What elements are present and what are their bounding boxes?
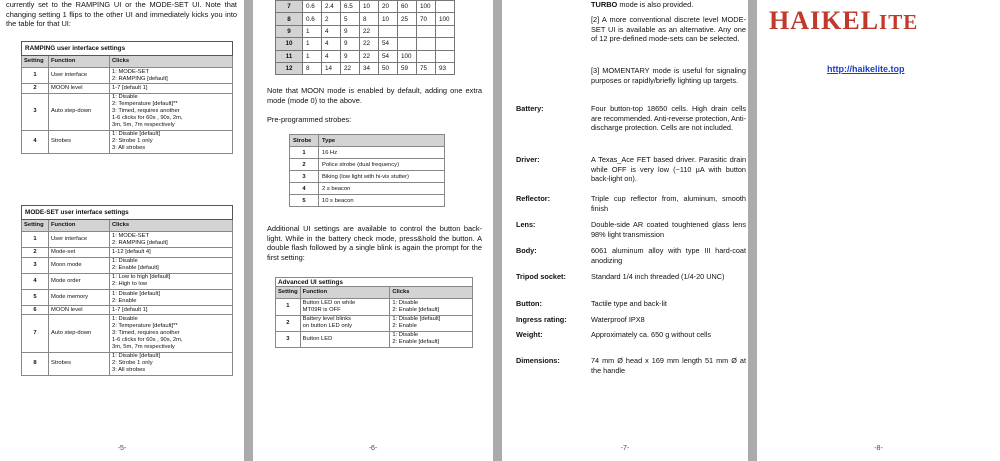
setting-clicks-line: 1: Low to high [default] bbox=[112, 274, 171, 281]
setting-clicks-line: 1: Disable [default] bbox=[392, 316, 441, 323]
setting-clicks bbox=[390, 331, 473, 347]
spec-label: Ingress rating: bbox=[516, 315, 567, 324]
setting-clicks bbox=[110, 93, 233, 130]
setting-number: 3 bbox=[22, 257, 49, 273]
advanced-settings-text: Additional UI settings are available to control the button back-light. While in the battery check mode, press&hold the button. A double flash followed by a single blink is again the prompt for the first setting: bbox=[267, 224, 482, 262]
ramping-settings-table bbox=[21, 41, 233, 154]
mode-level-cell: 22 bbox=[341, 62, 360, 74]
setting-clicks-line: 1: Disable [default] bbox=[112, 131, 161, 138]
modeset-settings-table bbox=[21, 205, 233, 376]
table-row bbox=[22, 68, 233, 84]
mode-level-cell: 1 bbox=[303, 25, 322, 37]
setting-clicks-line: 2: High to low bbox=[112, 281, 148, 288]
moon-note: Note that MOON mode is enabled by default, adding one extra mode (mode 0) to the above. bbox=[267, 86, 482, 105]
table-row bbox=[290, 195, 445, 207]
spec-label: Weight: bbox=[516, 330, 543, 339]
setting-clicks-line: 1: MODE-SET bbox=[112, 68, 150, 75]
col-header: Function bbox=[300, 287, 390, 299]
col-header: Setting bbox=[276, 287, 301, 299]
spec-value: Tactile type and back-lit bbox=[591, 299, 667, 308]
mode-level-cell bbox=[436, 1, 455, 13]
spec-label: Dimensions: bbox=[516, 356, 560, 365]
setting-clicks-line: 1: Disable bbox=[392, 332, 419, 339]
ui-paragraph-2: [2] A more conventional discrete level MODE-SET UI is available as an alternative. Any one of 12 pre-defined mode-sets can be selected. bbox=[591, 15, 746, 44]
setting-clicks-line: 1-6 clicks for 60s , 90s, 2m, bbox=[112, 115, 183, 122]
mode-set-number: 12 bbox=[276, 62, 303, 74]
setting-number: 1 bbox=[22, 232, 49, 248]
spec-value: A Texas_Ace FET based driver. Parasitic drain while OFF is very low (~110 µA with button back-light on). bbox=[591, 155, 746, 184]
mode-level-cell: 59 bbox=[398, 62, 417, 74]
setting-clicks bbox=[110, 273, 233, 289]
strobe-type: 10 s beacon bbox=[319, 195, 445, 207]
spec-value: Four button-top 18650 cells. High drain cells are recommended. Anti-reverse protection, Anti-discharge protection. Cells are not included. bbox=[591, 104, 746, 133]
setting-clicks bbox=[110, 232, 233, 248]
setting-clicks-line: 2: Enable [default] bbox=[392, 339, 440, 346]
spec-value: Waterproof IPX8 bbox=[591, 315, 645, 324]
setting-number: 4 bbox=[22, 273, 49, 289]
strobe-type: Police strobe (dual frequency) bbox=[319, 159, 445, 171]
setting-function-line: Battery level blinks bbox=[302, 316, 351, 323]
strobe-number: 3 bbox=[290, 171, 319, 183]
col-header: Type bbox=[319, 135, 445, 147]
page5-intro: currently set to the RAMPING UI or the MODE-SET UI. Note that changing setting 1 flips to the other UI and immediately kicks you into the table for that UI: bbox=[6, 0, 237, 29]
mode-set-number: 10 bbox=[276, 38, 303, 50]
setting-clicks-line: 2: Strobe 1 only bbox=[112, 138, 153, 145]
mode-level-cell: 75 bbox=[417, 62, 436, 74]
mode-level-cell: 0.6 bbox=[303, 13, 322, 25]
setting-function: Auto step-down bbox=[49, 315, 110, 352]
setting-clicks bbox=[110, 130, 233, 153]
setting-number: 1 bbox=[22, 68, 49, 84]
modeset-table-title: MODE-SET user interface settings bbox=[22, 206, 233, 220]
table-row bbox=[22, 306, 233, 315]
col-header: Clicks bbox=[110, 220, 233, 232]
setting-clicks-line: 2: Enable [default] bbox=[392, 306, 440, 313]
setting-number: 2 bbox=[22, 248, 49, 257]
mode-level-cell: 20 bbox=[379, 1, 398, 13]
ui-paragraph-3: [3] MOMENTARY mode is useful for signaling purposes or rapidly/briefly lighting up targets. bbox=[591, 66, 746, 85]
setting-clicks-line: 1: Disable bbox=[112, 258, 138, 265]
table-row bbox=[276, 38, 455, 50]
setting-number: 1 bbox=[276, 299, 301, 315]
setting-number: 4 bbox=[22, 130, 49, 153]
page-number: -6- bbox=[368, 445, 378, 452]
turbo-label: TURBO bbox=[591, 0, 618, 9]
setting-number: 6 bbox=[22, 306, 49, 315]
table-row bbox=[276, 331, 473, 347]
mode-level-cell: 100 bbox=[436, 13, 455, 25]
mode-level-cell bbox=[379, 25, 398, 37]
table-row bbox=[22, 352, 233, 375]
mode-level-cell bbox=[398, 25, 417, 37]
turbo-text: mode is also provided. bbox=[617, 0, 694, 9]
mode-level-cell: 4 bbox=[322, 38, 341, 50]
advanced-settings-table bbox=[275, 277, 473, 348]
setting-clicks-line: 3: Timed, requires another bbox=[112, 108, 180, 115]
mode-level-cell: 70 bbox=[417, 13, 436, 25]
mode-level-cell: 22 bbox=[360, 25, 379, 37]
setting-function-line: Button LED bbox=[302, 335, 333, 342]
mode-level-cell: 14 bbox=[322, 62, 341, 74]
mode-level-cell: 2.4 bbox=[322, 1, 341, 13]
mode-level-cell: 2 bbox=[322, 13, 341, 25]
setting-clicks-line: 2: RAMPING [default] bbox=[112, 239, 168, 246]
mode-level-cell: 9 bbox=[341, 38, 360, 50]
specifications-list bbox=[516, 0, 746, 461]
table-row bbox=[22, 315, 233, 352]
strobes-table bbox=[289, 134, 445, 207]
setting-clicks-line: 1-7 [default 1] bbox=[112, 306, 148, 313]
setting-clicks-line: 1: Disable bbox=[392, 299, 419, 306]
setting-function: MOON level bbox=[49, 306, 110, 315]
setting-function: Mode memory bbox=[49, 289, 110, 305]
table-row bbox=[276, 25, 455, 37]
setting-clicks-line: 1-12 [default 4] bbox=[112, 248, 151, 255]
mode-level-cell: 50 bbox=[379, 62, 398, 74]
mode-level-cell: 54 bbox=[379, 38, 398, 50]
spec-label: Reflector: bbox=[516, 194, 551, 203]
setting-clicks bbox=[110, 84, 233, 93]
mode-level-cell: 9 bbox=[341, 25, 360, 37]
mode-level-cell bbox=[436, 25, 455, 37]
setting-clicks-line: 1: Disable [default] bbox=[112, 290, 161, 297]
strobe-number: 5 bbox=[290, 195, 319, 207]
table-row bbox=[276, 13, 455, 25]
page-6 bbox=[253, 0, 493, 461]
col-header: Setting bbox=[22, 220, 49, 232]
mode-level-cell: 10 bbox=[379, 13, 398, 25]
mode-level-cell: 60 bbox=[398, 1, 417, 13]
setting-function: Auto step-down bbox=[49, 93, 110, 130]
col-header: Setting bbox=[22, 56, 49, 68]
mode-level-cell bbox=[436, 38, 455, 50]
setting-clicks-line: 1-7 [default 1] bbox=[112, 84, 148, 91]
setting-function-line: MT09R is OFF bbox=[302, 306, 341, 313]
setting-function: Moon mode bbox=[49, 257, 110, 273]
strobe-number: 4 bbox=[290, 183, 319, 195]
setting-clicks-line: 1: Disable [default] bbox=[112, 353, 161, 360]
setting-number: 7 bbox=[22, 315, 49, 352]
setting-clicks-line: 3m, 5m, 7m respectively bbox=[112, 343, 175, 350]
setting-number: 2 bbox=[276, 315, 301, 331]
mode-level-cell: 22 bbox=[360, 50, 379, 62]
mode-level-cell: 1 bbox=[303, 50, 322, 62]
page-5 bbox=[0, 0, 244, 461]
mode-set-number: 11 bbox=[276, 50, 303, 62]
mode-level-cell: 0.6 bbox=[303, 1, 322, 13]
setting-number: 2 bbox=[22, 84, 49, 93]
setting-function: Mode order bbox=[49, 273, 110, 289]
setting-clicks-line: 2: Temperature [default]** bbox=[112, 101, 178, 108]
setting-number: 8 bbox=[22, 352, 49, 375]
spec-label: Body: bbox=[516, 246, 537, 255]
mode-level-cell bbox=[436, 50, 455, 62]
setting-function-line: on button LED only bbox=[302, 323, 352, 330]
spec-label: Tripod socket: bbox=[516, 272, 566, 281]
table-row bbox=[22, 289, 233, 305]
mode-level-cell bbox=[417, 50, 436, 62]
website-link[interactable]: http://haikelite.top bbox=[827, 64, 905, 74]
table-row bbox=[276, 50, 455, 62]
mode-level-cell: 8 bbox=[360, 13, 379, 25]
spec-label: Button: bbox=[516, 299, 542, 308]
setting-clicks bbox=[110, 257, 233, 273]
setting-clicks bbox=[110, 68, 233, 84]
table-row bbox=[22, 257, 233, 273]
mode-set-number: 9 bbox=[276, 25, 303, 37]
mode-level-cell: 25 bbox=[398, 13, 417, 25]
setting-number: 3 bbox=[276, 331, 301, 347]
strobe-type: Biking (low light with hi-vis stutter) bbox=[319, 171, 445, 183]
setting-clicks bbox=[110, 352, 233, 375]
mode-level-table bbox=[275, 0, 455, 75]
setting-clicks-line: 3m, 5m, 7m respectively bbox=[112, 122, 175, 129]
setting-clicks-line: 2: Enable bbox=[112, 297, 137, 304]
spec-value: Standard 1/4 inch threaded (1/4-20 UNC) bbox=[591, 272, 725, 281]
spec-value: Triple cup reflector from, aluminum, smooth finish bbox=[591, 194, 746, 213]
setting-clicks-line: 1-6 clicks for 60s , 90s, 2m, bbox=[112, 336, 183, 343]
setting-clicks-line: 3: All strobes bbox=[112, 145, 146, 152]
setting-function bbox=[300, 331, 390, 347]
table-row bbox=[276, 1, 455, 13]
setting-function: User interface bbox=[49, 68, 110, 84]
strobe-number: 2 bbox=[290, 159, 319, 171]
table-row bbox=[290, 171, 445, 183]
spec-label: Driver: bbox=[516, 155, 540, 164]
setting-clicks-line: 1: Disable bbox=[112, 94, 138, 101]
setting-clicks-line: 3: Timed, requires another bbox=[112, 329, 180, 336]
setting-function: Strobes bbox=[49, 352, 110, 375]
setting-clicks bbox=[110, 306, 233, 315]
haikelite-logo: HAIKELITE bbox=[769, 6, 919, 35]
table-row bbox=[22, 232, 233, 248]
spec-value: Approximately ca. 650 g without cells bbox=[591, 330, 712, 339]
ramping-table-title: RAMPING user interface settings bbox=[22, 42, 233, 56]
setting-clicks-line: 2: Enable [default] bbox=[112, 265, 159, 272]
page-8 bbox=[757, 0, 1000, 461]
mode-level-cell: 9 bbox=[341, 50, 360, 62]
advanced-table-title: Advanced UI settings bbox=[276, 278, 473, 287]
setting-clicks-line: 2: Temperature [default]** bbox=[112, 322, 178, 329]
table-row bbox=[276, 315, 473, 331]
page-number: -7- bbox=[620, 445, 630, 452]
mode-level-cell: 4 bbox=[322, 25, 341, 37]
setting-function bbox=[300, 299, 390, 315]
setting-clicks bbox=[110, 315, 233, 352]
table-row bbox=[22, 93, 233, 130]
table-row bbox=[290, 147, 445, 159]
page-number: -5- bbox=[117, 445, 127, 452]
mode-level-cell: 54 bbox=[379, 50, 398, 62]
mode-level-cell bbox=[417, 38, 436, 50]
mode-level-cell: 4 bbox=[322, 50, 341, 62]
mode-level-cell: 5 bbox=[341, 13, 360, 25]
table-row bbox=[290, 159, 445, 171]
table-row bbox=[22, 84, 233, 93]
setting-clicks bbox=[390, 315, 473, 331]
setting-function: MOON level bbox=[49, 84, 110, 93]
setting-function-line: Button LED on while bbox=[302, 299, 356, 306]
mode-level-cell: 22 bbox=[360, 38, 379, 50]
spec-value: Double-side AR coated toughtened glass lens 98% light transmission bbox=[591, 220, 746, 239]
spec-value: 74 mm Ø head x 169 mm length 51 mm Ø at the handle bbox=[591, 356, 746, 375]
spec-value: 6061 aluminum alloy with type III hard-coat anodizing bbox=[591, 246, 746, 265]
table-row bbox=[276, 299, 473, 315]
mode-level-cell bbox=[398, 38, 417, 50]
mode-level-cell: 100 bbox=[417, 1, 436, 13]
table-row bbox=[22, 248, 233, 257]
setting-clicks-line: 1: MODE-SET bbox=[112, 232, 150, 239]
setting-function bbox=[300, 315, 390, 331]
spec-label: Battery: bbox=[516, 104, 544, 113]
strobes-heading: Pre-programmed strobes: bbox=[267, 115, 352, 124]
mode-level-cell bbox=[417, 25, 436, 37]
setting-clicks bbox=[110, 289, 233, 305]
strobe-type: 2 s beacon bbox=[319, 183, 445, 195]
col-header: Function bbox=[49, 56, 110, 68]
col-header: Strobe bbox=[290, 135, 319, 147]
table-row bbox=[22, 273, 233, 289]
col-header: Clicks bbox=[390, 287, 473, 299]
mode-level-cell: 100 bbox=[398, 50, 417, 62]
page-number: -8- bbox=[874, 445, 883, 452]
col-header: Clicks bbox=[110, 56, 233, 68]
mode-level-cell: 93 bbox=[436, 62, 455, 74]
setting-clicks-line: 2: Strobe 1 only bbox=[112, 360, 153, 367]
strobe-number: 1 bbox=[290, 147, 319, 159]
setting-clicks-line: 3: All strobes bbox=[112, 367, 146, 374]
table-row bbox=[290, 183, 445, 195]
setting-number: 5 bbox=[22, 289, 49, 305]
setting-number: 3 bbox=[22, 93, 49, 130]
mode-level-cell: 1 bbox=[303, 38, 322, 50]
mode-level-cell: 34 bbox=[360, 62, 379, 74]
mode-level-cell: 6.5 bbox=[341, 1, 360, 13]
mode-set-number: 7 bbox=[276, 1, 303, 13]
setting-clicks-line: 2: RAMPING [default] bbox=[112, 75, 168, 82]
setting-function: Strobes bbox=[49, 130, 110, 153]
spec-label: Lens: bbox=[516, 220, 536, 229]
setting-clicks bbox=[390, 299, 473, 315]
strobe-type: 16 Hz bbox=[319, 147, 445, 159]
setting-function: User interface bbox=[49, 232, 110, 248]
col-header: Function bbox=[49, 220, 110, 232]
setting-function: Mode-set bbox=[49, 248, 110, 257]
mode-set-number: 8 bbox=[276, 13, 303, 25]
page-7 bbox=[502, 0, 748, 461]
table-row bbox=[22, 130, 233, 153]
table-row bbox=[276, 62, 455, 74]
setting-clicks-line: 2: Enable bbox=[392, 323, 417, 330]
mode-level-cell: 10 bbox=[360, 1, 379, 13]
setting-clicks bbox=[110, 248, 233, 257]
mode-level-cell: 8 bbox=[303, 62, 322, 74]
setting-clicks-line: 1: Disable bbox=[112, 315, 138, 322]
